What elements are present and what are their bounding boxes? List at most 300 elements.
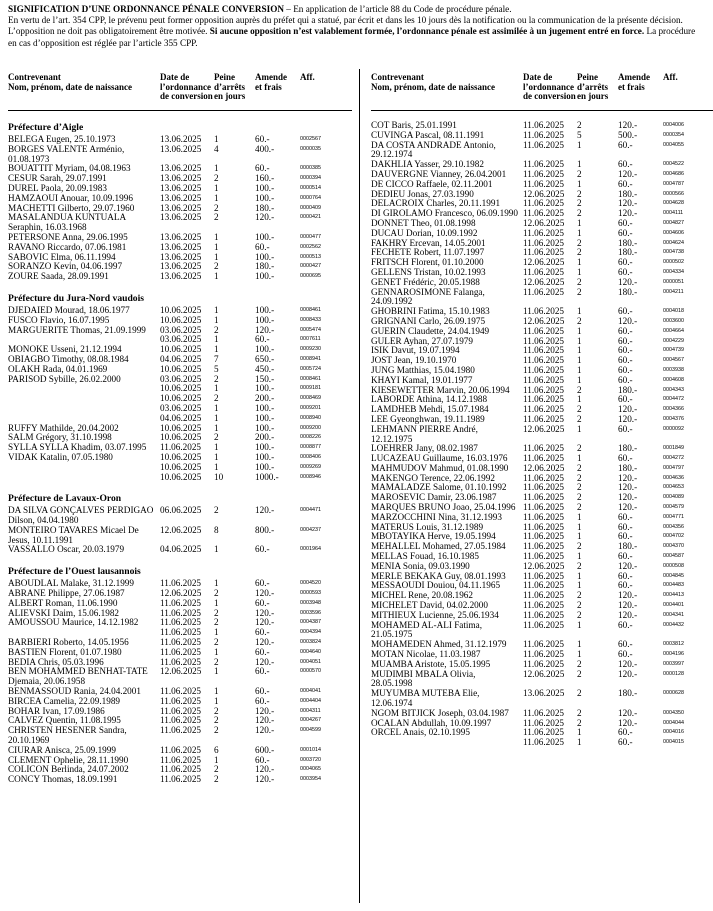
arrest-days: 7 (214, 353, 219, 364)
conversion-date: 12.06.2025 (523, 315, 565, 326)
conversion-date: 10.06.2025 (160, 363, 202, 374)
fine-amount: 120.- (618, 168, 638, 179)
header-name: Contrevenant Nom, prénom, date de naissance (371, 72, 495, 92)
arrest-days: 1 (214, 231, 219, 242)
case-number: 0000385 (300, 165, 321, 172)
conversion-date: 04.06.2025 (160, 353, 202, 364)
intro-paragraph (8, 4, 705, 49)
offender-name: SYLLA SYLLA Khadim, 03.07.1995 (8, 442, 147, 453)
arrest-days: 2 (577, 658, 582, 669)
conversion-date: 11.06.2025 (523, 364, 565, 375)
fine-amount: 120.- (618, 482, 638, 493)
arrest-days: 1 (577, 306, 582, 317)
fine-amount: 60.- (618, 266, 633, 277)
arrest-days: 1 (214, 627, 219, 638)
conversion-date: 11.06.2025 (523, 590, 565, 601)
arrest-days: 2 (577, 462, 582, 473)
offender-name: DAKHLIA Yasser, 29.10.1982 (371, 159, 484, 170)
arrest-days: 2 (577, 276, 582, 287)
offender-name: DELACROIX Charles, 20.11.1991 (371, 198, 501, 209)
offender-name: MOHAMED AL-ALI Fatima, 21.05.1975 (371, 619, 483, 640)
fine-amount: 180.- (618, 462, 638, 473)
fine-amount: 650.- (255, 353, 275, 364)
header-date: Date de l’ordonnance de conversion (160, 72, 213, 102)
case-number: 0002562 (300, 243, 321, 250)
offender-name: FECHETE Robert, 11.07.1997 (371, 247, 485, 258)
fine-amount: 60.- (255, 754, 270, 765)
case-number: 0000354 (663, 131, 684, 138)
case-number: 0009200 (300, 424, 321, 431)
fine-amount: 200.- (255, 393, 275, 404)
fine-amount: 120.- (618, 404, 638, 415)
conversion-date: 11.06.2025 (523, 531, 565, 542)
case-number: 0004341 (663, 611, 684, 618)
fine-amount: 60.- (255, 134, 270, 144)
conversion-date: 11.06.2025 (523, 482, 565, 493)
offender-name: DE CICCO Raffaele, 02.11.2001 (371, 178, 493, 189)
arrest-days: 1 (577, 159, 582, 170)
conversion-date: 10.06.2025 (160, 432, 202, 443)
case-number: 0004606 (663, 229, 684, 236)
fine-amount: 100.- (255, 402, 275, 413)
offender-name: CESUR Sarah, 29.07.1991 (8, 173, 107, 184)
fine-amount: 120.- (618, 590, 638, 601)
case-number: 0008946 (300, 473, 321, 480)
offender-name: FRITSCH Florent, 01.10.2000 (371, 257, 484, 268)
conversion-date: 13.06.2025 (160, 173, 202, 184)
case-number: 0004387 (300, 619, 321, 626)
conversion-date: 12.06.2025 (160, 588, 202, 599)
arrest-days: 1 (214, 422, 219, 433)
fine-amount: 120.- (618, 315, 638, 326)
case-number: 0004686 (663, 170, 684, 177)
arrest-days: 2 (214, 637, 219, 648)
offender-name: MAROSEVIC Damir, 23.06.1987 (371, 492, 497, 503)
fine-amount: 120.- (255, 324, 275, 335)
conversion-date: 03.06.2025 (160, 324, 202, 335)
arrest-days: 1 (214, 666, 219, 677)
offender-name: LEE Gyeonghwan, 19.11.1989 (371, 413, 485, 424)
offender-name: BEDIA Chris, 05.03.1996 (8, 656, 104, 667)
case-number: 0004044 (663, 719, 684, 726)
case-number: 0000570 (300, 668, 321, 675)
offender-name: GULER Ayhan, 27.07.1979 (371, 335, 473, 346)
fine-amount: 200.- (255, 432, 275, 443)
case-number: 0004018 (663, 308, 684, 315)
conversion-date: 13.06.2025 (160, 251, 202, 262)
offender-name: MACHETTI Gilberto, 29.07.1960 (8, 202, 135, 213)
offender-name: MATERUS Louis, 31.12.1989 (371, 521, 484, 532)
case-number: 0009269 (300, 463, 321, 470)
fine-amount: 120.- (618, 208, 638, 219)
spacer (8, 282, 352, 292)
case-number: 0003997 (663, 660, 684, 667)
case-number: 0004413 (663, 592, 684, 599)
case-number: 0008226 (300, 434, 321, 441)
offender-name: OBIAGBO Timothy, 08.08.1984 (8, 353, 129, 364)
table-row (371, 670, 713, 690)
fine-amount: 100.- (255, 192, 275, 203)
conversion-date: 11.06.2025 (523, 658, 565, 669)
header-aff: Aff. (663, 72, 678, 82)
conversion-date: 11.06.2025 (523, 227, 565, 238)
case-number: 0004587 (663, 553, 684, 560)
arrest-days: 2 (577, 482, 582, 493)
section-title: Préfecture de l’Ouest lausannois (8, 566, 141, 578)
fine-amount: 60.- (255, 334, 270, 345)
fine-amount: 180.- (618, 188, 638, 199)
conversion-date: 12.06.2025 (523, 188, 565, 199)
offender-name: ALBERT Roman, 11.06.1990 (8, 597, 118, 608)
offender-name: SABOVIC Elma, 06.11.1994 (8, 251, 116, 262)
conversion-date: 11.06.2025 (523, 129, 565, 140)
conversion-date: 03.06.2025 (160, 334, 202, 345)
conversion-date: 11.06.2025 (523, 355, 565, 366)
case-number: 0004211 (663, 288, 684, 295)
fine-amount: 120.- (255, 617, 275, 628)
case-number: 0004237 (300, 526, 321, 533)
offender-name: ABOUDLAL Malake, 31.12.1999 (8, 578, 134, 589)
arrest-days: 1 (214, 451, 219, 462)
arrest-days: 2 (577, 492, 582, 503)
table-row (8, 526, 352, 546)
fine-amount: 120.- (618, 276, 638, 287)
offender-name: MAHMUDOV Mahmud, 01.08.1990 (371, 462, 509, 473)
offender-name: RUFFY Mathilde, 20.04.2002 (8, 422, 119, 433)
conversion-date: 11.06.2025 (523, 139, 565, 150)
fine-amount: 60.- (255, 627, 270, 638)
case-number: 0000421 (300, 214, 321, 221)
offender-name: KIESEWETTER Marvin, 20.06.1994 (371, 384, 510, 395)
arrest-days: 1 (577, 374, 582, 385)
case-number: 0004520 (300, 580, 321, 587)
arrest-days: 2 (577, 560, 582, 571)
case-number: 0003938 (663, 366, 684, 373)
fine-amount: 120.- (618, 492, 638, 503)
offender-name: BASTIEN Florent, 01.07.1980 (8, 646, 122, 657)
conversion-date: 11.06.2025 (523, 717, 565, 728)
offender-name: DA SILVA GONÇALVES PERDIGAO Dilson, 04.04.1980 (8, 505, 154, 526)
conversion-date: 11.06.2025 (523, 639, 565, 650)
arrest-days: 1 (214, 134, 219, 144)
fine-amount: 120.- (255, 588, 275, 599)
conversion-date: 11.06.2025 (160, 442, 202, 453)
fine-amount: 120.- (255, 774, 275, 785)
arrest-days: 5 (214, 363, 219, 374)
conversion-date: 13.06.2025 (160, 231, 202, 242)
offender-name: ISIK Davut, 19.07.1994 (371, 345, 460, 356)
fine-amount: 60.- (255, 666, 270, 677)
case-number: 0004472 (663, 396, 684, 403)
offender-name: MICHEL Rene, 20.08.1962 (371, 590, 473, 601)
case-number: 0008406 (300, 453, 321, 460)
offender-name: MONOKE Usseni, 21.12.1994 (8, 344, 122, 355)
conversion-date: 11.06.2025 (523, 570, 565, 581)
case-number: 0004366 (663, 406, 684, 413)
offender-name: LEHMANN PIERRE André, 12.12.1975 (371, 423, 478, 444)
arrest-days: 2 (577, 198, 582, 209)
case-number: 0004051 (300, 658, 321, 665)
fine-amount: 180.- (618, 688, 638, 699)
table-row (371, 689, 713, 709)
arrest-days: 1 (214, 578, 219, 589)
arrest-days: 2 (214, 202, 219, 213)
case-number: 0003824 (300, 639, 321, 646)
table-row (371, 425, 713, 445)
arrest-days: 2 (577, 404, 582, 415)
fine-amount: 60.- (618, 639, 633, 650)
conversion-date: 11.06.2025 (523, 707, 565, 718)
case-number: 0004664 (663, 327, 684, 334)
conversion-date: 11.06.2025 (523, 580, 565, 591)
fine-amount: 120.- (618, 707, 638, 718)
fine-amount: 60.- (618, 355, 633, 366)
arrest-days: 1 (214, 314, 219, 325)
offender-name: MOTAN Nicolae, 11.03.1987 (371, 649, 481, 660)
case-number: 0004006 (663, 122, 684, 128)
fine-amount: 180.- (255, 261, 275, 272)
table-row (8, 506, 352, 526)
offender-name: MASALANDUA KUNTUALA Seraphin, 16.03.1968 (8, 212, 126, 233)
fine-amount: 60.- (618, 345, 633, 356)
conversion-date: 12.06.2025 (523, 217, 565, 228)
fine-amount: 180.- (618, 286, 638, 297)
case-number: 0004089 (663, 494, 684, 501)
offender-name: MOHAMEDEN Ahmed, 31.12.1979 (371, 639, 507, 650)
fine-amount: 600.- (255, 744, 275, 755)
case-number: 0000566 (663, 190, 684, 197)
conversion-date: 11.06.2025 (523, 727, 565, 738)
offender-name: MONTEIRO TAVARES Micael De Jesus, 10.11.1991 (8, 524, 139, 545)
fine-amount: 120.- (618, 609, 638, 620)
conversion-date: 11.06.2025 (523, 286, 565, 297)
offender-name: KHAYI Kamal, 19.01.1977 (371, 374, 473, 385)
case-number: 0008461 (300, 375, 321, 382)
arrest-days: 1 (214, 334, 219, 345)
fine-amount: 60.- (618, 374, 633, 385)
offender-name: SORANZO Kevin, 04.06.1997 (8, 261, 123, 272)
case-number: 0000035 (300, 145, 321, 152)
table-subrow (371, 738, 713, 748)
fine-amount: 60.- (255, 597, 270, 608)
case-number: 0004702 (663, 533, 684, 540)
case-number: 0000695 (300, 273, 321, 280)
conversion-date: 11.06.2025 (523, 198, 565, 209)
right-column (371, 69, 713, 748)
arrest-days: 4 (214, 143, 219, 154)
case-number: 0008877 (300, 444, 321, 451)
fine-amount: 500.- (618, 129, 638, 140)
case-number: 0001849 (663, 445, 684, 452)
arrest-days: 1 (577, 355, 582, 366)
arrest-days: 6 (214, 744, 219, 755)
arrest-days: 1 (214, 344, 219, 355)
arrest-days: 1 (214, 686, 219, 697)
case-number: 0004771 (663, 513, 684, 520)
arrest-days: 1 (214, 544, 219, 555)
conversion-date: 11.06.2025 (160, 774, 202, 785)
fine-amount: 120.- (255, 212, 275, 223)
case-number: 0004267 (300, 717, 321, 724)
arrest-days: 1 (577, 551, 582, 562)
offender-name: BIRCEA Camelia, 22.09.1989 (8, 695, 121, 706)
case-number: 0004653 (663, 484, 684, 491)
fine-amount: 100.- (255, 383, 275, 394)
offender-name: OCALAN Abdullah, 10.09.1997 (371, 717, 492, 728)
conversion-date: 11.06.2025 (160, 656, 202, 667)
case-number: 0003600 (663, 317, 684, 324)
table-header (371, 69, 713, 111)
case-number: 0004065 (300, 766, 321, 773)
arrest-days: 1 (214, 646, 219, 657)
offender-name: COT Baris, 25.01.1991 (371, 120, 457, 130)
fine-amount: 100.- (255, 412, 275, 423)
arrest-days: 2 (577, 707, 582, 718)
conversion-date: 12.06.2025 (523, 462, 565, 473)
fine-amount: 60.- (618, 325, 633, 336)
offender-name: GUERIN Claudette, 24.04.1949 (371, 325, 490, 336)
case-number: 0001014 (300, 746, 321, 753)
fine-amount: 60.- (255, 163, 270, 174)
offender-name: DA COSTA ANDRADE Antonio, 29.12.1974 (371, 139, 496, 160)
fine-amount: 120.- (255, 607, 275, 618)
offender-name: DI GIROLAMO Francesco, 06.09.1990 (371, 208, 518, 219)
conversion-date: 11.06.2025 (523, 404, 565, 415)
conversion-date: 10.06.2025 (160, 393, 202, 404)
conversion-date: 11.06.2025 (523, 345, 565, 356)
case-number: 0000593 (300, 590, 321, 597)
offender-name: GRIGNANI Carlo, 26.09.1975 (371, 315, 486, 326)
case-number: 0000628 (663, 690, 684, 697)
conversion-date: 11.06.2025 (523, 159, 565, 170)
offender-name: MERLE BEKAKA Guy, 08.01.1993 (371, 570, 506, 581)
case-number: 0004055 (663, 141, 684, 148)
arrest-days: 2 (214, 505, 219, 516)
conversion-date: 11.06.2025 (523, 237, 565, 248)
left-table-body (8, 111, 352, 785)
offender-name: MESSAOUDI Douiou, 04.11.1965 (371, 580, 501, 591)
arrest-days: 2 (577, 120, 582, 130)
fine-amount: 120.- (618, 658, 638, 669)
case-number: 0004350 (663, 709, 684, 716)
arrest-days: 1 (577, 423, 582, 434)
arrest-days: 2 (577, 717, 582, 728)
fine-amount: 60.- (255, 686, 270, 697)
offender-name: BEN MOHAMMED BENHAT-TATE Djemaia, 20.06.1958 (8, 666, 148, 687)
section-title: Préfecture d’Aigle (8, 122, 84, 133)
offender-name: JUNG Matthias, 15.04.1980 (371, 364, 475, 375)
fine-amount: 100.- (255, 231, 275, 242)
case-number: 0004016 (663, 729, 684, 736)
table-row (8, 667, 352, 687)
table-row (8, 213, 352, 233)
fine-amount: 60.- (618, 511, 633, 522)
case-number: 0004432 (663, 621, 684, 628)
fine-amount: 100.- (255, 461, 275, 472)
offender-name: VIDAK Katalin, 07.05.1980 (8, 451, 113, 462)
section-title: Préfecture de Lavaux-Oron (8, 493, 122, 505)
conversion-date: 13.06.2025 (160, 241, 202, 252)
conversion-date: 11.06.2025 (160, 578, 202, 589)
case-number: 0000394 (300, 175, 321, 182)
arrest-days: 1 (577, 178, 582, 189)
offender-name: FAKHRY Ercevan, 14.05.2001 (371, 237, 486, 248)
conversion-date: 11.06.2025 (523, 325, 565, 336)
case-number: 0004483 (663, 582, 684, 589)
conversion-date: 10.06.2025 (160, 451, 202, 462)
fine-amount: 120.- (255, 705, 275, 716)
fine-amount: 60.- (618, 453, 633, 464)
fine-amount: 100.- (255, 344, 275, 355)
arrest-days: 1 (214, 597, 219, 608)
conversion-date: 11.06.2025 (523, 472, 565, 483)
arrest-days: 1 (577, 521, 582, 532)
fine-amount: 180.- (618, 247, 638, 258)
conversion-date: 03.06.2025 (160, 373, 202, 384)
fine-amount: 100.- (255, 451, 275, 462)
fine-amount: 120.- (255, 637, 275, 648)
offender-name: GENNAROSIMONE Falanga, 24.09.1992 (371, 286, 485, 307)
conversion-date: 11.06.2025 (523, 737, 565, 748)
arrest-days: 10 (214, 471, 224, 482)
offender-name: PARISOD Sybille, 26.02.2000 (8, 373, 121, 384)
arrest-days: 2 (214, 212, 219, 223)
fine-amount: 60.- (255, 578, 270, 589)
header-peine: Peine d’arrêts en jours (577, 72, 609, 102)
case-number: 0004567 (663, 357, 684, 364)
case-number: 0004041 (300, 688, 321, 695)
case-number: 0004827 (663, 219, 684, 226)
arrest-days: 2 (214, 656, 219, 667)
conversion-date: 11.06.2025 (523, 551, 565, 562)
offender-name: MELLAS Fouad, 16.10.1985 (371, 551, 479, 562)
conversion-date: 11.06.2025 (160, 705, 202, 716)
case-number: 0004599 (300, 727, 321, 734)
notice-bold-text: Si aucune opposition n’est valablement formée, l’ordonnance pénale est assimilée à un jugement entré en force. (209, 26, 645, 37)
conversion-date: 11.06.2025 (160, 744, 202, 755)
offender-name: HAMZAOUI Anouar, 10.09.1996 (8, 192, 133, 203)
arrest-days: 2 (214, 607, 219, 618)
arrest-days: 2 (577, 188, 582, 199)
case-number: 0003596 (300, 609, 321, 616)
offender-name: LUCAZEAU Guillaume, 16.03.1976 (371, 453, 508, 464)
arrest-days: 1 (214, 695, 219, 706)
case-number: 0004787 (663, 180, 684, 187)
conversion-date: 11.06.2025 (523, 502, 565, 513)
arrest-days: 1 (577, 394, 582, 405)
conversion-date: 13.06.2025 (160, 192, 202, 203)
arrest-days: 1 (577, 266, 582, 277)
offender-name: COLICON Berlinda, 24.07.2002 (8, 764, 129, 775)
fine-amount: 180.- (618, 384, 638, 395)
header-aff: Aff. (300, 72, 315, 82)
conversion-date: 13.06.2025 (160, 271, 202, 282)
arrest-days: 2 (214, 324, 219, 335)
arrest-days: 1 (577, 531, 582, 542)
arrest-days: 1 (577, 257, 582, 268)
conversion-date: 11.06.2025 (523, 384, 565, 395)
offender-name: DUCAU Dorian, 10.09.1992 (371, 227, 478, 238)
arrest-days: 1 (577, 511, 582, 522)
case-number: 0004376 (663, 415, 684, 422)
fine-amount: 60.- (618, 649, 633, 660)
fine-amount: 60.- (618, 257, 633, 268)
fine-amount: 120.- (618, 600, 638, 611)
conversion-date: 11.06.2025 (160, 695, 202, 706)
offender-name: DAUVERGNE Vianney, 26.04.2001 (371, 168, 507, 179)
header-amende: Amende et frais (618, 72, 650, 92)
conversion-date: 10.06.2025 (160, 344, 202, 355)
